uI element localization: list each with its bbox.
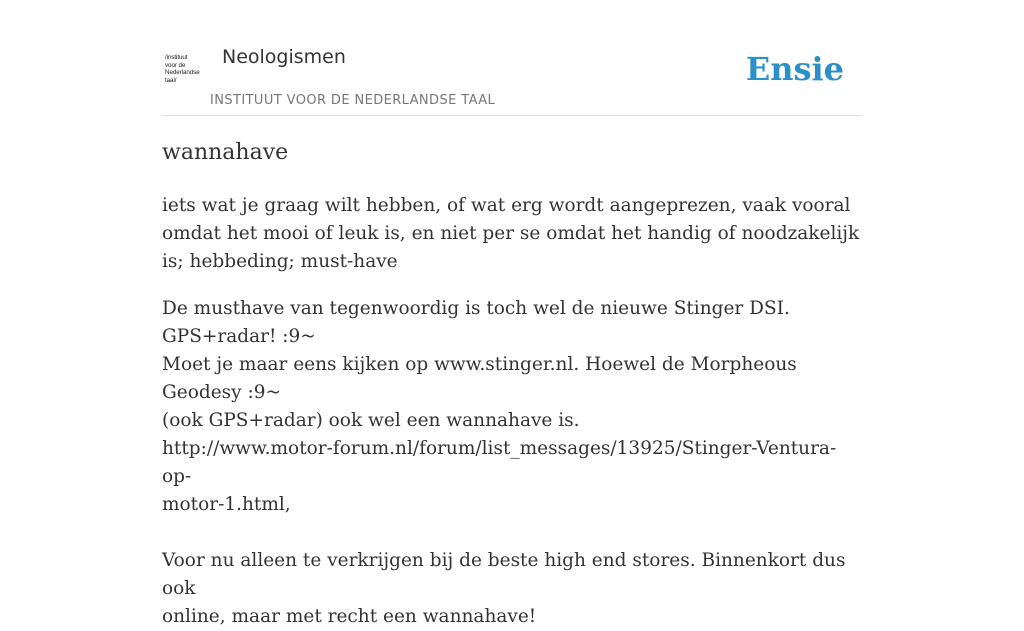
example-spacer [162, 519, 862, 547]
example-line: (ook GPS+radar) ook wel een wannahave is. [162, 410, 580, 431]
example-line: De musthave van tegenwoordig is toch wel de nieuwe Stinger DSI. GPS+radar! :9~ [162, 298, 790, 347]
logo-line: /instituut [165, 54, 188, 61]
site-header [162, 0, 862, 116]
logo-line: taal/ [165, 76, 177, 84]
example-line: Voor nu alleen te verkrijgen bij de beste high end stores. Binnenkort dus ook [162, 550, 846, 599]
example-line: Moet je maar eens kijken op www.stinger.nl. Hoewel de Morpheous Geodesy :9~ [162, 354, 797, 403]
ensie-brand-logo[interactable]: Ensie [745, 50, 844, 88]
logo-line: Nederlandse [165, 69, 200, 77]
entry-example [162, 295, 862, 631]
example-line: motor-1.html, [162, 494, 291, 515]
example-line: online, maar met recht een wannahave! [162, 606, 537, 627]
entry-definition: iets wat je graag wilt hebben, of wat erg wordt aangeprezen, vaak vooral omdat het mooi of leuk is, en niet per se omdat het handig of noodzakelijk is; hebbeding; must-have [162, 195, 860, 272]
example-line: http://www.motor-forum.nl/forum/list_messages/13925/Stinger-Ventura-op- [162, 438, 837, 487]
site-subtitle: INSTITUUT VOOR DE NEDERLANDSE TAAL [210, 93, 496, 108]
logo-line: voor de [165, 61, 186, 69]
entry-title: wannahave [162, 140, 289, 165]
site-title-link[interactable]: Neologismen [222, 46, 346, 68]
institute-logo[interactable] [165, 54, 209, 90]
